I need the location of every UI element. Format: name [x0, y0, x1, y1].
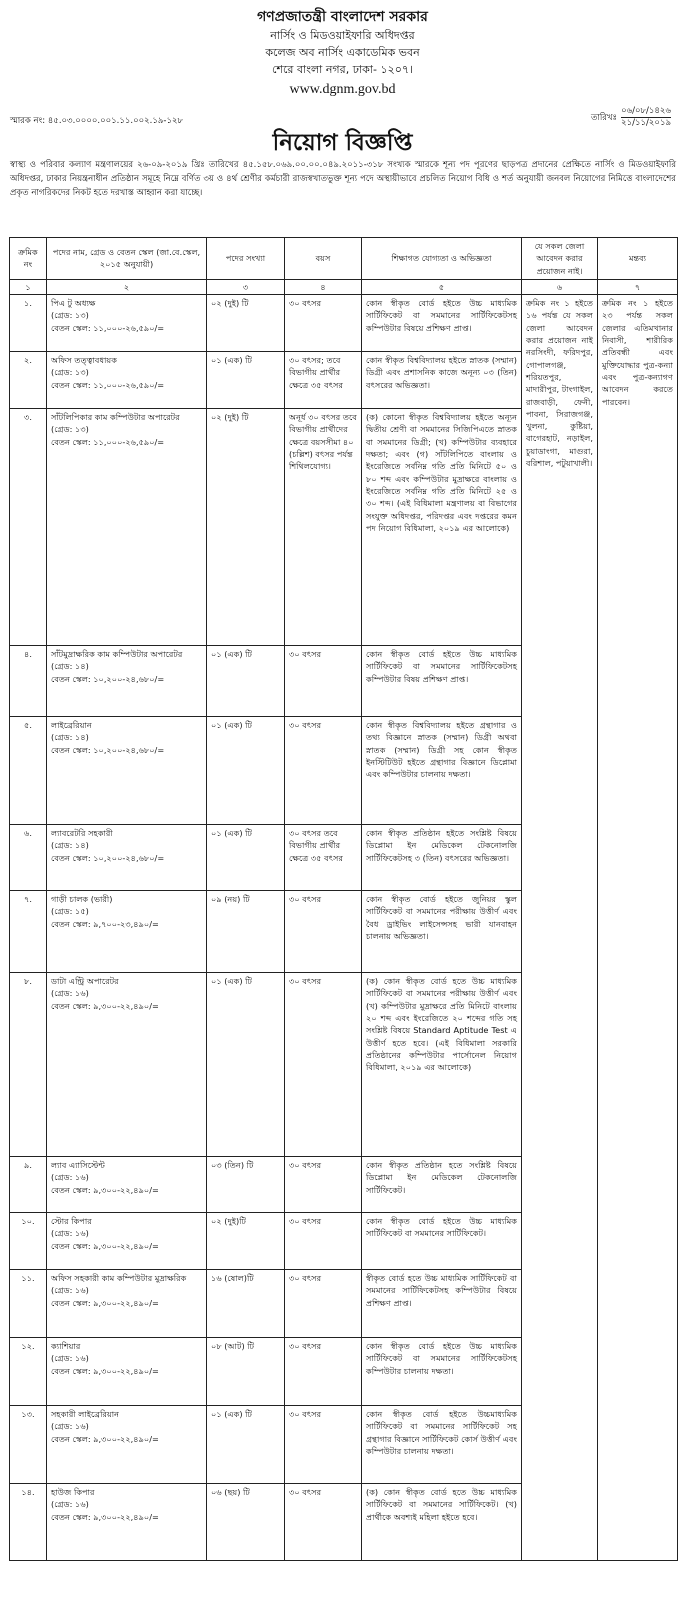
age-cell: অনূর্ধ ৩০ বৎসর তবে বিভাগীয় প্রার্থীদের ক্ষেত্রে বয়সসীমা ৪০ (চল্লিশ) বৎসর পর্যন্ত শিথিলযোগ্য। [285, 409, 362, 646]
age-cell: ৩০ বৎসর [285, 1157, 362, 1213]
serial-cell: ১৪. [10, 1484, 47, 1561]
post-name: ডাটা এন্ট্রি অপারেটর [51, 976, 119, 987]
post-name: ক্যাশিয়ার [51, 1341, 81, 1352]
qualification-cell: কোন স্বীকৃত বিশ্ববিদ্যালয় হইতে স্নাতক (সম্মান) ডিগ্রী এবং প্রশাসনিক কাজে অনূন্য ০৩ (তিন) বৎসরের অভিজ্ঞতা। [362, 352, 522, 409]
date-label: তারিখঃ [591, 112, 618, 123]
post-grade: (গ্রেড: ১৩) [51, 424, 89, 435]
count-cell: ০৬ (ছয়) টি [207, 1484, 285, 1561]
qualification-cell: স্বীকৃত বোর্ড হতে উচ্চ মাধ্যমিক সার্টিফিকেট বা সমমানের সার্টিফিকেটসহ কম্পিউটার বিষয়ে প্রশিক্ষণ প্রাপ্ত। [362, 1270, 522, 1338]
column-number: ৫ [362, 279, 522, 294]
post-name: হাউজ কিপার [51, 1487, 95, 1498]
post-name: লাইব্রেরিয়ান [51, 720, 92, 731]
count-cell: ০২ (দুই) টি [207, 295, 285, 352]
age-cell: ৩০ বৎসর [285, 973, 362, 1157]
government-name: গণপ্রজাতন্ত্রী বাংলাদেশ সরকার [257, 9, 428, 25]
age-cell: ৩০ বৎসর [285, 1406, 362, 1484]
count-cell: ০১ (এক) টি [207, 825, 285, 891]
remarks-cell: ক্রমিক নং ১ হইতে ২৩ পর্যন্ত সকল জেলার এতিমখানার নিবাসী, শারীরিক প্রতিবন্ধী এবং মুক্তিযোদ্ধার পুত্র-কন্যা এবং পুত্র-কন্যাগণ আবেদন করতে পারবেন। [598, 295, 678, 1561]
post-name: ল্যাবরেটরি সহকারী [51, 828, 113, 839]
qualification-cell: কোন স্বীকৃত প্রতিষ্ঠান হইতে সংশ্লিষ্ট বিষয়ে ডিপ্লোমা ইন মেডিকেল টেকনোলজি সার্টিফিকেটসহ ৩ (তিন) বৎসরের অভিজ্ঞতা। [362, 825, 522, 891]
post-scale: বেতন স্কেল: ৯,৩০০-২২,৪৯০/= [51, 1240, 159, 1251]
post-scale: বেতন স্কেল: ৯,৩০০-২২,৪৯০/= [51, 1511, 159, 1522]
serial-cell: ১০. [10, 1213, 47, 1270]
qualification-cell: (ক) কোন স্বীকৃত বোর্ড হতে উচ্চ মাধ্যমিক সার্টিফিকেট বা সমমানের সার্টিফিকেট। (খ) প্রার্থীকে অবশ্যই মহিলা হইতে হবে। [362, 1484, 522, 1561]
age-cell: ৩০ বৎসর [285, 295, 362, 352]
serial-cell: ২. [10, 352, 47, 409]
age-cell: ৩০ বৎসর [285, 1270, 362, 1338]
age-cell: ৩০ বৎসর [285, 1338, 362, 1406]
date-bangla: ০৬/০৮/১৪২৬ [621, 106, 671, 116]
post-scale: বেতন স্কেল: ১০,২০০-২৪,৬৮০/= [51, 744, 165, 755]
column-number: ১ [10, 279, 47, 294]
post-name: সাঁটলিপিকার কাম কম্পিউটার অপারেটর [51, 412, 180, 423]
post-grade: (গ্রেড: ১৬) [51, 1285, 89, 1296]
age-cell: ৩০ বৎসর [285, 1213, 362, 1270]
qualification-cell: কোন স্বীকৃত প্রতিষ্ঠান হতে সংশ্লিষ্ট বিষয়ে ডিপ্লোমা ইন মেডিকেল টেকনোলজি সার্টিফিকেট। [362, 1157, 522, 1213]
header-qualification: শিক্ষাগত যোগ্যতা ও অভিজ্ঞতা [362, 238, 522, 280]
qualification-cell: (ক) কোনো স্বীকৃত বিশ্ববিদ্যালয় হইতে অন্যূন দ্বিতীয় শ্রেণী বা সমমানের সিজিপিএতে স্নাতক বা সমমানের ডিগ্রী; (খ) কম্পিউটার ব্যবহারে দক্ষতা; এবং (গ) সাঁটলিপিতে বাংলায় ও ইংরেজিতে সর্বনিম্ন গতি প্রতি মিনিটে ৫০ ও ৮০ শব্দ এবং কম্পিউটার মুদ্রাক্ষরে বাংলায় ও ইংরেজিতে সর্বনিম্ন গতি প্রতি মিনিটে ২৫ ও ৩০ শব্দ। (এই বিধিমালা মন্ত্রণালয় বা বিভাগের সংযুক্ত অধিদপ্তর, পরিদপ্তর এবং দপ্তরের কমন পদ নিয়োগ বিধিমালা, ২০১৯ এর আলোকে) [362, 409, 522, 646]
serial-cell: ১১. [10, 1270, 47, 1338]
age-cell: ৩০ বৎসর [285, 891, 362, 973]
qualification-cell: কোন স্বীকৃত বিশ্ববিদ্যালয় হইতে গ্রন্থাগার ও তথ্য বিজ্ঞানে স্নাতক (সম্মান) ডিগ্রী অথবা স্নাতক (সম্মান) ডিগ্রী সহ কোন স্বীকৃত ইনস্টিটিউট হইতে গ্রন্থাগার বিজ্ঞানে ডিপ্লোমা এবং কম্পিউটার চালনায় দক্ষতা। [362, 717, 522, 825]
post-scale: বেতন স্কেল: ১১,০০০-২৬,৫৯০/= [51, 436, 165, 447]
post-scale: বেতন স্কেল: ১১,০০০-২৬,৫৯০/= [51, 322, 165, 333]
header-remarks: মন্তব্য [598, 238, 678, 280]
post-grade: (গ্রেড: ১৬) [51, 1172, 89, 1183]
qualification-cell: কোন স্বীকৃত বোর্ড হইতে উচ্চমাধ্যমিক সার্টিফিকেট বা সমমানের সার্টিফিকেট সহ গ্রন্থাগার বিজ্ঞানে সার্টিফিকেট কোর্স উত্তীর্ণ এবং কম্পিউটার চালনায় দক্ষতা। [362, 1406, 522, 1484]
count-cell: ০২ (দুই)টি [207, 1213, 285, 1270]
post-scale: বেতন স্কেল: ৯,৩০০-২২,৪৯০/= [51, 1297, 159, 1308]
post-cell [47, 825, 207, 891]
address: শেরে বাংলা নগর, ঢাকা- ১২০৭। [272, 63, 413, 76]
post-grade: (গ্রেড: ১৩) [51, 367, 89, 378]
post-cell [47, 409, 207, 646]
qualification-cell: কোন স্বীকৃত বোর্ড হইতে উচ্চ মাধ্যমিক সার্টিফিকেট বা সমমানের সার্টিফিকেটসহ কম্পিউটার চালনায় দক্ষতা। [362, 1338, 522, 1406]
serial-cell: ৮. [10, 973, 47, 1157]
table-row [10, 295, 678, 352]
age-cell: ৩০ বৎসর তবে বিভাগীয় প্রার্থীর ক্ষেত্রে ৩৫ বৎসর [285, 825, 362, 891]
post-grade: (গ্রেড: ১৬) [51, 1421, 89, 1432]
post-scale: বেতন স্কেল: ৯,৩০০-২২,৪৯০/= [51, 1184, 159, 1195]
header-post: পদের নাম, গ্রেড ও বেতন স্কেল (জা.বে.স্কেল, ২০১৫ অনুযায়ী) [47, 238, 207, 280]
header-serial: ক্রমিক নং [10, 238, 47, 280]
serial-cell: ৯. [10, 1157, 47, 1213]
post-name: সাঁটমুদ্রাক্ষরিক কাম কম্পিউটার অপারেটর [51, 649, 183, 660]
building-name: কলেজ অব নার্সিং একাডেমিক ভবন [265, 46, 420, 59]
count-cell: ০১ (এক) টি [207, 973, 285, 1157]
table-header-row [10, 238, 678, 280]
post-grade: (গ্রেড: ১৪) [51, 840, 89, 851]
qualification-cell: কোন স্বীকৃত বোর্ড হইতে উচ্চ মাধ্যমিক সার্টিফিকেট বা সমমানের সার্টিফিকেটসহ কম্পিউটার বিষয় প্রশিক্ষণ প্রাপ্ত। [362, 646, 522, 717]
post-grade: (গ্রেড: ১৪) [51, 732, 89, 743]
qualification-cell: কোন স্বীকৃত বোর্ড হইতে উচ্চ মাধ্যমিক সার্টিফিকেট বা সমমানের সার্টিফিকেটসহ কম্পিউটার বিষয়ে প্রশিক্ষণ প্রাপ্ত। [362, 295, 522, 352]
column-number: ৭ [598, 279, 678, 294]
column-number: ৩ [207, 279, 285, 294]
age-cell: ৩০ বৎসর [285, 1484, 362, 1561]
header-count: পদের সংখ্যা [207, 238, 285, 280]
post-scale: বেতন স্কেল: ১১,০০০-২৬,৫৯০/= [51, 379, 165, 390]
post-scale: বেতন স্কেল: ৯,৭০০-২৩,৪৯০/= [51, 918, 159, 929]
serial-cell: ৫. [10, 717, 47, 825]
date-english: ২১/১১/২০১৯ [621, 118, 671, 128]
post-scale: বেতন স্কেল: ৯,৩০০-২২,৪৯০/= [51, 1365, 159, 1376]
count-cell: ১৬ (ষোল)টি [207, 1270, 285, 1338]
post-scale: বেতন স্কেল: ১০,২০০-২৪,৬৮০/= [51, 852, 165, 863]
post-cell [47, 295, 207, 352]
post-cell [47, 891, 207, 973]
count-cell: ০১ (এক) টি [207, 646, 285, 717]
count-cell: ০৮ (আট) টি [207, 1338, 285, 1406]
letterhead [0, 8, 685, 100]
count-cell: ০৯ (নয়) টি [207, 891, 285, 973]
post-scale: বেতন স্কেল: ৯,৩০০-২২,৪৯০/= [51, 1433, 159, 1444]
post-cell [47, 1484, 207, 1561]
post-cell [47, 1406, 207, 1484]
post-name: স্টোর কিপার [51, 1216, 92, 1227]
page-title: নিয়োগ বিজ্ঞপ্তি [272, 129, 413, 156]
post-grade: (গ্রেড: ১৬) [51, 1228, 89, 1239]
post-cell [47, 1270, 207, 1338]
column-number: ২ [47, 279, 207, 294]
serial-cell: ৬. [10, 825, 47, 891]
serial-cell: ৩. [10, 409, 47, 646]
age-cell: ৩০ বৎসর; তবে বিভাগীয় প্রার্থীর ক্ষেত্রে ৩৫ বৎসর [285, 352, 362, 409]
column-number: ৪ [285, 279, 362, 294]
serial-cell: ৭. [10, 891, 47, 973]
post-cell [47, 717, 207, 825]
post-grade: (গ্রেড: ১৬) [51, 1499, 89, 1510]
post-grade: (গ্রেড: ১৫) [51, 906, 89, 917]
post-cell [47, 1213, 207, 1270]
qualification-cell: কোন স্বীকৃত বোর্ড হইতে জুনিয়র স্কুল সার্টিফিকেট বা সমমানের পরীক্ষায় উত্তীর্ণ এবং বৈধ ড্রাইভিং লাইসেন্সসহ ভারী যানবাহন চালনায় অভিজ্ঞতা। [362, 891, 522, 973]
post-grade: (গ্রেড: ১৬) [51, 1353, 89, 1364]
serial-cell: ১. [10, 295, 47, 352]
qualification-cell: কোন স্বীকৃত বোর্ড হইতে উচ্চ মাধ্যমিক সার্টিফিকেট বা সমমানের সার্টিফিকেট। [362, 1213, 522, 1270]
count-cell: ০১ (এক) টি [207, 1406, 285, 1484]
post-name: গাড়ী চালক (ভারী) [51, 894, 113, 905]
qualification-cell: (ক) কোন স্বীকৃত বোর্ড হতে উচ্চ মাধ্যমিক সার্টিফিকেট বা সমমানের পরীক্ষায় উত্তীর্ণ এবং (খ) কম্পিউটার মুদ্রাক্ষরে প্রতি মিনিটে বাংলায় ২০ শব্দ এবং ইংরেজিতে ২০ শব্দের গতি সহ সংশ্লিষ্ট বিষয়ে Standard Aptitude Test এ উত্তীর্ণ হতে হবে। (এই বিধিমালা সরকারি প্রতিষ্ঠানের কম্পিউটার পার্সোনেল নিয়োগ বিধিমালা, ২০১৯ এর আলোকে) [362, 973, 522, 1157]
post-grade: (গ্রেড: ১৩) [51, 310, 89, 321]
post-name: অফিস সহকারী কাম কম্পিউটার মুদ্রাক্ষরিক [51, 1273, 187, 1284]
post-cell [47, 1338, 207, 1406]
post-grade: (গ্রেড: ১৪) [51, 661, 89, 672]
post-cell [47, 646, 207, 717]
count-cell: ০১ (এক) টি [207, 717, 285, 825]
post-cell [47, 973, 207, 1157]
jobs-table [9, 237, 678, 1561]
post-name: পিএ টু অধ্যক্ষ [51, 298, 96, 309]
intro-paragraph: স্বাস্থ্য ও পরিবার কল্যাণ মন্ত্রণালয়ের ২৬-০৯-২০১৯ খ্রিঃ তারিখের ৪৫.১৫৮.০৬৯.০০.০০.০৪৯.২০১১-৩১৮ সংখ্যক স্মারকে শূন্য পদ পূরণের ছাড়পত্র প্রদানের প্রেক্ষিতে নার্সিং ও মিডওয়াইফারি অধিদপ্তর, ঢাকার নিয়ন্ত্রনাধীন প্রতিষ্ঠান সমূহে নিম্নে বর্ণিত ৩য় ও ৪র্থ শ্রেণীর কর্মচারী রাজস্বখাতভুক্ত শূন্য পদে অস্থায়ীভাবে প্রচলিত নিয়োগ বিধি ও শর্ত অনুযায়ী জনবল নিয়োগের নিমিত্তে বাংলাদেশের প্রকৃত নাগরিকদের নিকট হতে দরখাস্ত আহ্বান করা যাচ্ছে। [10, 160, 676, 198]
districts-cell: ক্রমিক নং ১ হইতে ১৬ পর্যন্ত যে সকল জেলা আবেদন করার প্রয়োজন নাই নরসিংদী, ফরিদপুর, গোপালগঞ্জ, শরিয়তপুর, মাদারীপুর, টাংগাইল, রাজবাড়ী, ফেনী, পাবনা, সিরাজগঞ্জ, খুলনা, কুষ্টিয়া, বাগেরহাট, নড়াইল, চুয়াডাংগা, মাগুরা, বরিশাল, পটুয়াখালী। [522, 295, 598, 1561]
count-cell: ০২ (দুই) টি [207, 409, 285, 646]
post-name: অফিস তত্ত্বাবধায়ক [51, 355, 117, 366]
post-scale: বেতন স্কেল: ১০,২০০-২৪,৬৮০/= [51, 673, 165, 684]
count-cell: ০১ (এক) টি [207, 352, 285, 409]
age-cell: ৩০ বৎসর [285, 646, 362, 717]
column-number: ৬ [522, 279, 598, 294]
serial-cell: ৪. [10, 646, 47, 717]
post-cell [47, 1157, 207, 1213]
post-name: ল্যাব এ্যাসিস্টেন্ট [51, 1160, 105, 1171]
column-number-row [10, 279, 678, 294]
serial-cell: ১২. [10, 1338, 47, 1406]
header-age: বয়স [285, 238, 362, 280]
count-cell: ০৩ (তিন) টি [207, 1157, 285, 1213]
memo-number: স্মারক নং: ৪৫.০৩.০০০০.০০১.১১.০০২.১৯-১২৮ [10, 116, 184, 126]
age-cell: ৩০ বৎসর [285, 717, 362, 825]
post-grade: (গ্রেড: ১৬) [51, 988, 89, 999]
directorate-name: নার্সিং ও মিডওয়াইফারি অধিদপ্তর [270, 29, 415, 42]
serial-cell: ১৩. [10, 1406, 47, 1484]
header-districts: যে সকল জেলা আবেদন করার প্রয়োজন নাই। [522, 238, 598, 280]
website-link[interactable]: www.dgnm.gov.bd [289, 82, 396, 97]
post-cell [47, 352, 207, 409]
post-name: সহকারী লাইব্রেরিয়ান [51, 1409, 120, 1420]
post-scale: বেতন স্কেল: ৯,৩০০-২২,৪৯০/= [51, 1000, 159, 1011]
